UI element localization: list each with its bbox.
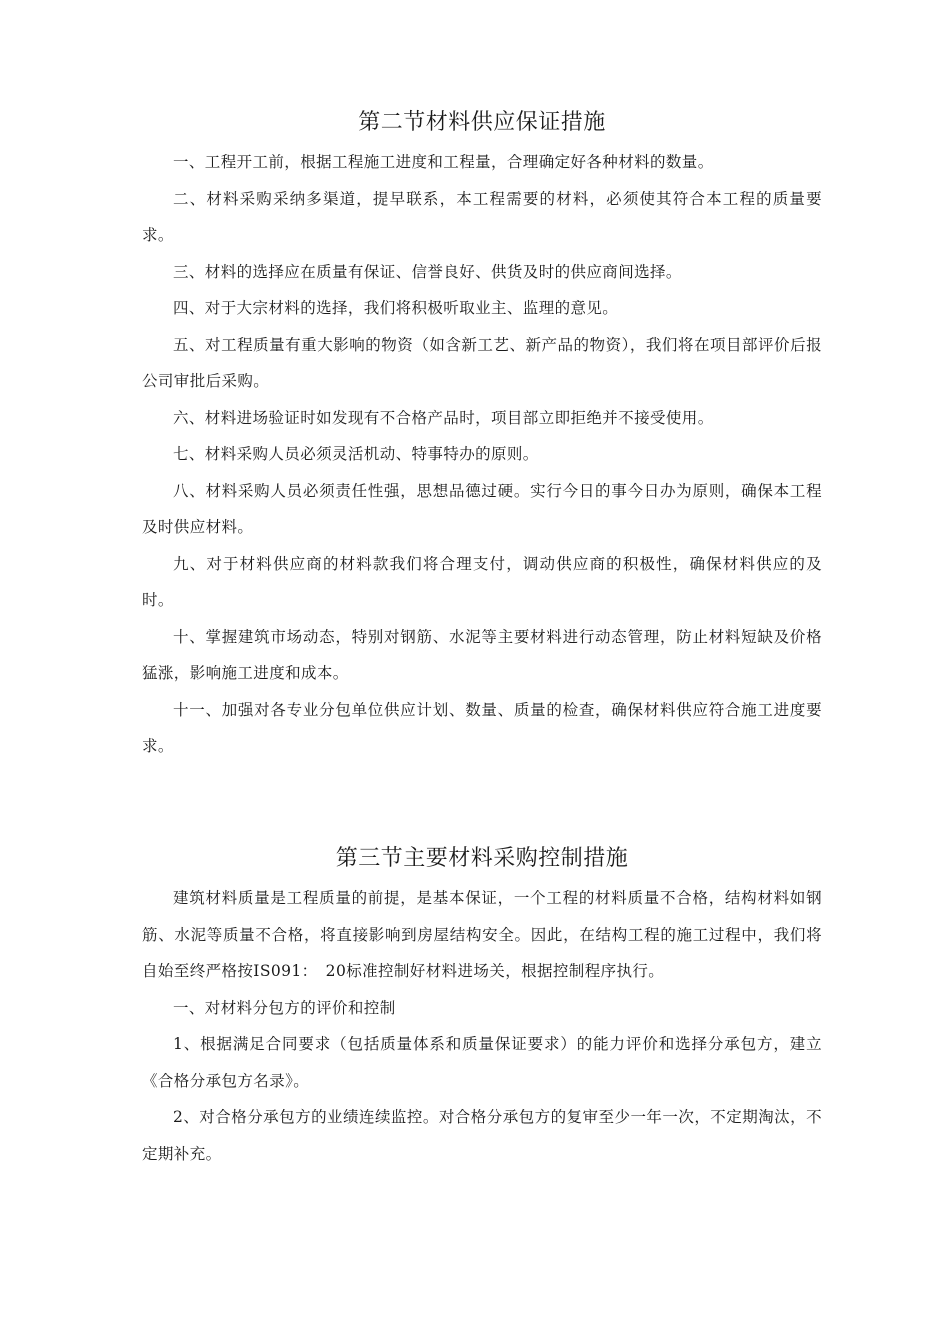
section-procurement-control [142,842,822,1172]
paragraph: 五、对工程质量有重大影响的物资（如含新工艺、新产品的物资），我们将在项目部评价后报公司审批后采购。 [142,335,822,390]
paragraph: 七、材料采购人员必须灵活机动、特事特办的原则。 [173,445,539,463]
paragraph: 三、材料的选择应在质量有保证、信誉良好、供货及时的供应商间选择。 [173,262,682,281]
paragraph: 2、对合格分承包方的业绩连续监控。对合格分承包方的复审至少一年一次，不定期淘汰，不定期补充。 [142,1108,822,1163]
paragraph: 十、掌握建筑市场动态，特别对钢筋、水泥等主要材料进行动态管理，防止材料短缺及价格猛涨，影响施工进度和成本。 [142,627,822,682]
section-title: 第二节材料供应保证措施 [358,110,606,135]
paragraph: 六、材料进场验证时如发现有不合格产品时，项目部立即拒绝并不接受使用。 [173,408,714,427]
paragraph: 建筑材料质量是工程质量的前提，是基本保证，一个工程的材料质量不合格，结构材料如钢筋、水泥等质量不合格，将直接影响到房屋结构安全。因此，在结构工程的施工过程中，我们将自始至终严格按IS091： 20标准控制好材料进场关，根据控制程序执行。 [142,889,822,980]
paragraph: 四、对于大宗材料的选择，我们将积极听取业主、监理的意见。 [173,299,619,317]
section-material-supply [142,106,822,765]
section-title: 第三节主要材料采购控制措施 [335,846,629,871]
paragraph: 一、工程开工前，根据工程施工进度和工程量，合理确定好各种材料的数量。 [173,153,714,171]
paragraph: 九、对于材料供应商的材料款我们将合理支付，调动供应商的积极性，确保材料供应的及时。 [142,554,822,609]
paragraph: 1、根据满足合同要求（包括质量体系和质量保证要求）的能力评价和选择分承包方，建立《合格分承包方名录》。 [142,1035,822,1090]
paragraph: 十一、加强对各专业分包单位供应计划、数量、质量的检查，确保材料供应符合施工进度要求。 [142,700,822,755]
paragraph: 一、对材料分包方的评价和控制 [173,998,396,1017]
paragraph: 八、材料采购人员必须责任性强，思想品德过硬。实行今日的事今日办为原则，确保本工程及时供应材料。 [142,481,822,536]
paragraph: 二、材料采购采纳多渠道，提早联系，本工程需要的材料，必须使其符合本工程的质量要求。 [142,189,822,244]
